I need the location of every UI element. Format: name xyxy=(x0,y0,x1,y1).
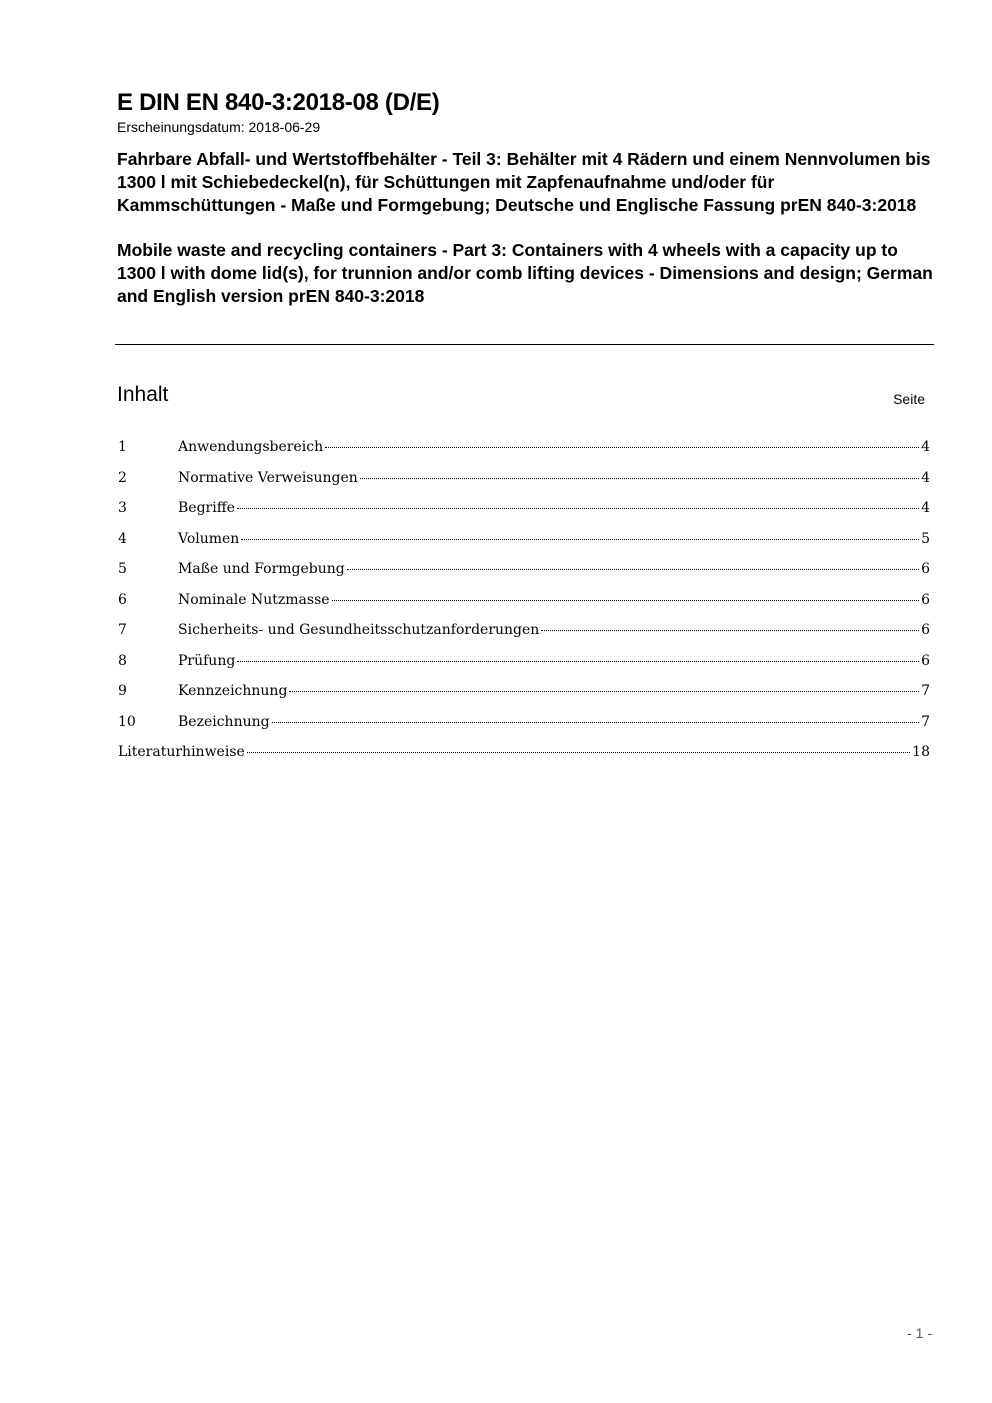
toc-entry-page: 7 xyxy=(921,713,930,730)
toc-leader-dots xyxy=(332,600,920,601)
table-of-contents xyxy=(118,439,930,775)
toc-entry-page: 5 xyxy=(921,530,930,547)
toc-entry-label: Sicherheits- und Gesundheitsschutzanforderungen xyxy=(178,622,540,638)
header-divider xyxy=(115,344,934,345)
toc-entry[interactable] xyxy=(118,561,930,592)
toc-entry-number: 9 xyxy=(118,683,127,699)
toc-leader-dots xyxy=(289,691,919,692)
toc-entry-label: Maße und Formgebung xyxy=(178,561,345,577)
title-english: Mobile waste and recycling containers - Part 3: Containers with 4 wheels with a capacity up to 1300 l with dome lid(s), for trunnion and/or comb lifting devices - Dimensions and design; German and English version prEN 840-3:2018 xyxy=(117,240,933,306)
toc-entry-bibliography[interactable] xyxy=(118,744,930,775)
issue-date: Erscheinungsdatum: 2018-06-29 xyxy=(117,119,321,135)
toc-entry-page: 6 xyxy=(921,591,930,608)
toc-entry-number: 6 xyxy=(118,591,127,608)
toc-page-label: Seite xyxy=(893,391,925,407)
toc-entry-number: 4 xyxy=(118,530,127,547)
toc-entry-label: Prüfung xyxy=(178,652,236,669)
toc-leader-dots xyxy=(360,478,919,479)
toc-entry-page: 6 xyxy=(921,561,930,577)
toc-entry-label: Literaturhinweise xyxy=(118,744,245,760)
toc-entry-label: Begriffe xyxy=(178,500,235,516)
toc-leader-dots xyxy=(272,722,919,723)
toc-entry[interactable] xyxy=(118,439,930,470)
toc-entry[interactable] xyxy=(118,683,930,714)
toc-entry[interactable] xyxy=(118,470,930,501)
toc-entry-label: Nominale Nutzmasse xyxy=(178,591,330,608)
toc-title: Inhalt xyxy=(117,383,169,406)
toc-entry-label: Bezeichnung xyxy=(178,713,270,730)
toc-entry-number: 10 xyxy=(118,713,136,730)
page-number: - 1 - xyxy=(907,1325,932,1341)
toc-entry-number: 8 xyxy=(118,652,127,669)
toc-entry[interactable] xyxy=(118,622,930,653)
toc-leader-dots xyxy=(241,539,919,540)
toc-entry[interactable] xyxy=(118,500,930,531)
toc-entry[interactable] xyxy=(118,592,930,623)
toc-entry-page: 4 xyxy=(921,469,930,486)
toc-entry-page: 4 xyxy=(921,439,930,455)
toc-entry-label: Volumen xyxy=(178,530,240,547)
toc-entry-number: 5 xyxy=(118,561,127,577)
toc-entry-page: 18 xyxy=(912,744,930,760)
toc-entry-label: Anwendungsbereich xyxy=(178,439,324,455)
toc-entry-label: Kennzeichnung xyxy=(178,683,288,699)
toc-header xyxy=(117,383,927,413)
toc-leader-dots xyxy=(247,752,910,753)
toc-entry[interactable] xyxy=(118,653,930,684)
toc-entry-number: 1 xyxy=(118,439,127,455)
toc-entry-number: 2 xyxy=(118,469,127,486)
toc-entry[interactable] xyxy=(118,714,930,745)
document-id: E DIN EN 840-3:2018-08 (D/E) xyxy=(117,89,440,116)
toc-entry-label: Normative Verweisungen xyxy=(178,469,358,486)
toc-leader-dots xyxy=(325,447,919,448)
toc-entry-page: 4 xyxy=(921,500,930,516)
toc-entry[interactable] xyxy=(118,531,930,562)
document-header xyxy=(117,88,934,308)
toc-entry-number: 7 xyxy=(118,622,127,638)
toc-entry-page: 6 xyxy=(921,652,930,669)
toc-leader-dots xyxy=(237,508,919,509)
toc-leader-dots xyxy=(541,630,919,631)
toc-leader-dots xyxy=(237,661,919,662)
toc-entry-number: 3 xyxy=(118,500,127,516)
toc-leader-dots xyxy=(347,569,919,570)
title-german: Fahrbare Abfall- und Wertstoffbehälter - Teil 3: Behälter mit 4 Rädern und einem Nennvolumen bis 1300 l mit Schiebedeckel(n), für Schüttungen mit Zapfenaufnahme und/oder für Kammschüttungen - Maße und Formgebung; Deutsche und Englische Fassung prEN 840-3:2018 xyxy=(117,149,931,215)
toc-entry-page: 6 xyxy=(921,622,930,638)
toc-entry-page: 7 xyxy=(921,683,930,699)
